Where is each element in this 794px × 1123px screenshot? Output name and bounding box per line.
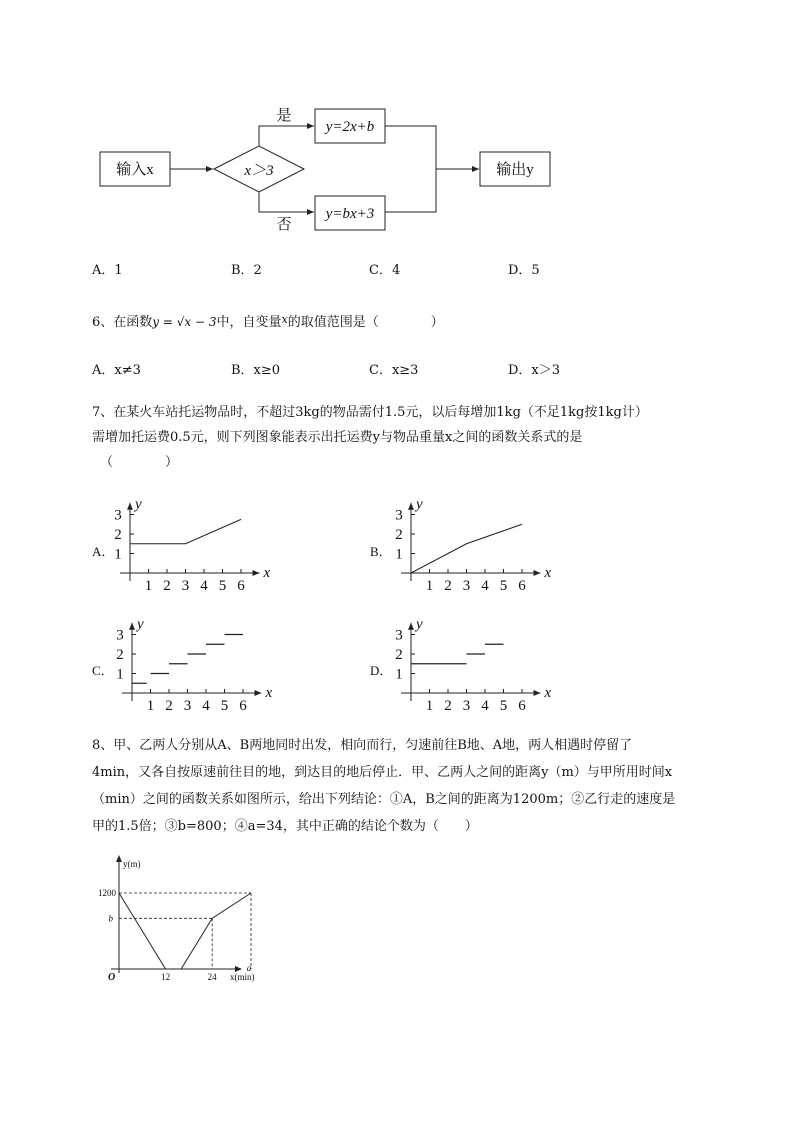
output-label: 输出y xyxy=(496,162,534,178)
q5-option-a: A．1 xyxy=(92,263,123,278)
q7-graph-b-x-arrow xyxy=(534,570,541,576)
q7-graph-c-y-label: y xyxy=(137,616,144,633)
chart-x-tick-24: 24 xyxy=(207,972,217,982)
q7-graph-a-y-tick-label: 2 xyxy=(114,527,122,543)
q7-graph-b-x-tick-label: 3 xyxy=(462,578,471,594)
q7-graph-c-x-tick-label: 3 xyxy=(183,698,192,714)
q7-graph-c-x-label: x xyxy=(265,685,273,701)
q7-graph-b-x-tick-label: 2 xyxy=(444,578,452,594)
q7-graph-a-label: A． xyxy=(92,544,115,559)
q7-graph-c-y-tick-label: 2 xyxy=(116,647,124,663)
q6-question xyxy=(92,312,444,331)
q7-graph-b-y-tick-label: 3 xyxy=(395,507,403,524)
formula-yes: y=2x+b xyxy=(325,119,375,135)
q7-graph-c-x-tick-label: 2 xyxy=(165,698,173,714)
q7-graph-b-series-line xyxy=(411,524,522,573)
q7-graph-b-x-tick-label: 4 xyxy=(481,578,489,594)
q7-graph-d-x-arrow xyxy=(534,690,541,696)
q7-graph-d-y-tick-label: 2 xyxy=(395,647,403,663)
q7-graph-b-y-label: y xyxy=(416,496,423,513)
q6-formula: y = √x − 3 xyxy=(152,315,217,329)
q7-graph-d-x-tick-label: 4 xyxy=(481,698,489,714)
chart-y-tick-b: b xyxy=(108,913,113,924)
yes-label: 是 xyxy=(276,108,292,124)
q7-graph-a-y-tick-label: 3 xyxy=(114,507,122,524)
q8-line-2: 4min，又各自按原速前往目的地，到达目的地后停止．甲、乙两人之间的距离y（m）与甲所用时间x xyxy=(92,765,673,780)
chart-x-label: x(min) xyxy=(230,972,255,982)
q7-graph-b-x-tick-label: 1 xyxy=(425,578,434,594)
q7-graph-d-x-tick-label: 3 xyxy=(462,698,471,714)
q7-graph-d-y-tick-label: 1 xyxy=(395,666,403,683)
input-label: 输入x xyxy=(116,162,154,178)
q6-option-c: C．x≥3 xyxy=(369,363,419,378)
chart-y-tick-1200: 1200 xyxy=(98,888,116,898)
q7-graph-d-x-tick-label: 1 xyxy=(425,698,434,714)
q7-graph-d-x-tick-label: 2 xyxy=(444,698,452,714)
q7-graph-d-y-arrow xyxy=(408,623,414,630)
q7-graph-b-y-tick-label: 2 xyxy=(395,527,403,543)
chart-x-tick-a: a xyxy=(246,963,252,973)
condition-label: x＞3 xyxy=(244,163,274,179)
q7-graph-c-x-tick-label: 5 xyxy=(220,698,229,714)
q6-option-d: D．x＞3 xyxy=(508,363,561,378)
q6-option-b: B．x≥0 xyxy=(231,363,281,378)
q7-graph-d-x-label: x xyxy=(544,685,552,701)
q6-text-pre: 6、在函数 xyxy=(92,315,153,330)
q7-graph-c-x-tick-label: 1 xyxy=(146,698,155,714)
q6-var: x xyxy=(281,313,288,326)
q7-graph-d-y-tick-label: 3 xyxy=(395,627,403,644)
q7-graph-d-x-tick-label: 6 xyxy=(518,698,526,714)
chart-series-line xyxy=(119,893,251,969)
q7-graph-a-x-tick-label: 1 xyxy=(144,578,153,594)
q7-graph-a-x-tick-label: 6 xyxy=(237,578,245,594)
q7-option-graphs xyxy=(0,495,794,725)
flowchart xyxy=(0,0,794,250)
q7-graph-b-x-tick-label: 6 xyxy=(518,578,526,594)
q7-graph-b-x-label: x xyxy=(544,565,552,581)
q8-line-1: 8、甲、乙两人分别从A、B两地同时出发，相向而行，匀速前往B地、A地，两人相遇时停留了 xyxy=(92,738,633,753)
q6-option-a: A．x≠3 xyxy=(92,363,141,378)
q7-graph-a-x-tick-label: 3 xyxy=(181,578,190,594)
q7-graph-b-x-tick-label: 5 xyxy=(499,578,508,594)
q7-graph-a-x-tick-label: 4 xyxy=(200,578,208,594)
chart-x-tick-12: 12 xyxy=(161,972,171,982)
q7-line-1: 7、在某火车站托运物品时，不超过3kg的物品需付1.5元，以后每增加1kg（不足1kg按1kg计） xyxy=(92,405,648,420)
q7-graph-b-y-tick-label: 1 xyxy=(395,546,403,563)
q7-graph-d-y-label: y xyxy=(416,616,423,633)
q7-graph-c-x-tick-label: 6 xyxy=(239,698,247,714)
q7-graph-a-y-tick-label: 1 xyxy=(114,546,122,563)
q7-graph-a-x-tick-label: 5 xyxy=(218,578,227,594)
q7-graph-c-y-tick-label: 1 xyxy=(116,666,124,683)
chart-y-arrow xyxy=(116,855,122,862)
q8-line-4: 甲的1.5倍；③b=800；④a=34，其中正确的结论个数为（ ） xyxy=(92,819,478,834)
q7-graph-b-label: B． xyxy=(370,544,392,559)
chart-y-label: y(m) xyxy=(123,859,141,869)
q7-graph-b-y-arrow xyxy=(408,503,414,510)
no-label: 否 xyxy=(276,217,292,233)
q5-option-d: D．5 xyxy=(508,263,540,278)
q7-graph-c-y-arrow xyxy=(129,623,135,630)
chart-origin-label: O xyxy=(108,972,116,983)
q7-graph-a-y-label: y xyxy=(135,496,142,513)
q7-graph-c-x-arrow xyxy=(255,690,262,696)
q6-text-end: 的取值范围是（ ） xyxy=(287,315,444,330)
q7-graph-d-x-tick-label: 5 xyxy=(499,698,508,714)
q8-line-3: （min）之间的函数关系如图所示，给出下列结论：①A，B之间的距离为1200m；②乙行走的速度是 xyxy=(92,792,676,807)
q5-option-c: C．4 xyxy=(369,263,401,278)
q7-graph-d-label: D． xyxy=(370,663,393,678)
q7-line-3: （ ） xyxy=(100,455,179,470)
q7-graph-c-label: C． xyxy=(92,663,114,678)
q7-graph-a-series-line xyxy=(130,519,241,543)
q8-distance-chart xyxy=(80,850,280,1010)
q5-option-b: B．2 xyxy=(231,263,262,278)
q6-text-post: 中，自变量 xyxy=(216,315,282,330)
q7-graph-c-x-tick-label: 4 xyxy=(202,698,210,714)
q7-graph-c-y-tick-label: 3 xyxy=(116,627,124,644)
q7-graph-a-x-arrow xyxy=(253,570,260,576)
q7-graph-a-y-arrow xyxy=(127,503,133,510)
q7-graph-a-x-tick-label: 2 xyxy=(163,578,171,594)
formula-no: y=bx+3 xyxy=(325,206,375,222)
q7-line-2: 需增加托运费0.5元，则下列图象能表示出托运费y与物品重量x之间的函数关系式的是 xyxy=(92,430,583,445)
q7-graph-a-x-label: x xyxy=(263,565,271,581)
